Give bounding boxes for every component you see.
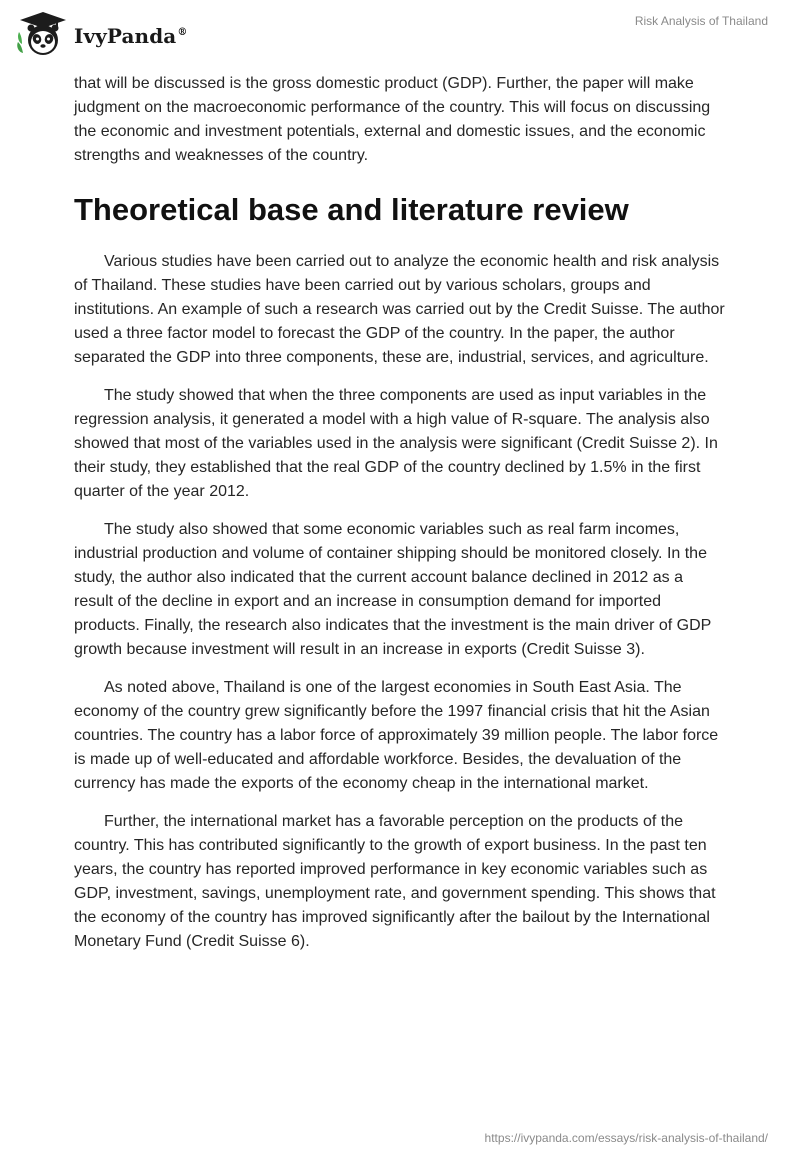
section-heading: Theoretical base and literature review <box>74 192 629 227</box>
paragraph: As noted above, Thailand is one of the largest economies in South East Asia. The economy of the country grew significantly before the 1997 financial crisis that hit the Asian countries. The country has a labor force of approximately 39 million people. The labor force is made up of well-educated and affordable workforce. Besides, the devaluation of the currency has made the exports of the economy cheap in the international market. <box>74 679 719 792</box>
source-url[interactable]: https://ivypanda.com/essays/risk-analysis-of-thailand/ <box>484 1131 768 1145</box>
panda-graduate-icon <box>16 10 70 58</box>
brand-name: IvyPanda® <box>74 24 188 48</box>
ivypanda-logo[interactable] <box>16 10 187 58</box>
document-title: Risk Analysis of Thailand <box>634 14 768 28</box>
registered-mark: ® <box>177 27 188 39</box>
lead-paragraph: that will be discussed is the gross domestic product (GDP). Further, the paper will make judgment on the macroeconomic performance of the country. This will focus on discussing the economic and investment potentials, external and domestic issues, and the economic strengths and weaknesses of the country. <box>74 75 711 164</box>
paragraph: The study showed that when the three components are used as input variables in the regression analysis, it generated a model with a high value of R-square. The analysis also showed that most of the variables used in the analysis were significant (Credit Suisse 2). In their study, they established that the real GDP of the country declined by 1.5% in the first quarter of the year 2012. <box>74 387 718 500</box>
article-body <box>74 72 726 968</box>
page-header <box>0 0 800 70</box>
paragraph: Further, the international market has a favorable perception on the products of the country. This has contributed significantly to the growth of export business. In the past ten years, the country has reported improved performance in key economic variables such as GDP, investment, savings, unemployment rate, and government spending. This shows that the economy of the country has improved significantly after the bailout by the International Monetary Fund (Credit Suisse 6). <box>74 813 716 950</box>
paragraph: Various studies have been carried out to analyze the economic health and risk analysis of Thailand. These studies have been carried out by various scholars, groups and institutions. An example of such a research was carried out by the Credit Suisse. The author used a three factor model to forecast the GDP of the country. In the paper, the author separated the GDP into three components, these are, industrial, services, and agriculture. <box>74 253 725 366</box>
paragraph: The study also showed that some economic variables such as real farm incomes, industrial production and volume of container shipping should be monitored closely. In the study, the author also indicated that the current account balance declined in 2012 as a result of the decline in export and an increase in consumption demand for imported products. Finally, the research also indicates that the investment is the main driver of GDP growth because investment will result in an increase in exports (Credit Suisse 3). <box>74 521 712 658</box>
